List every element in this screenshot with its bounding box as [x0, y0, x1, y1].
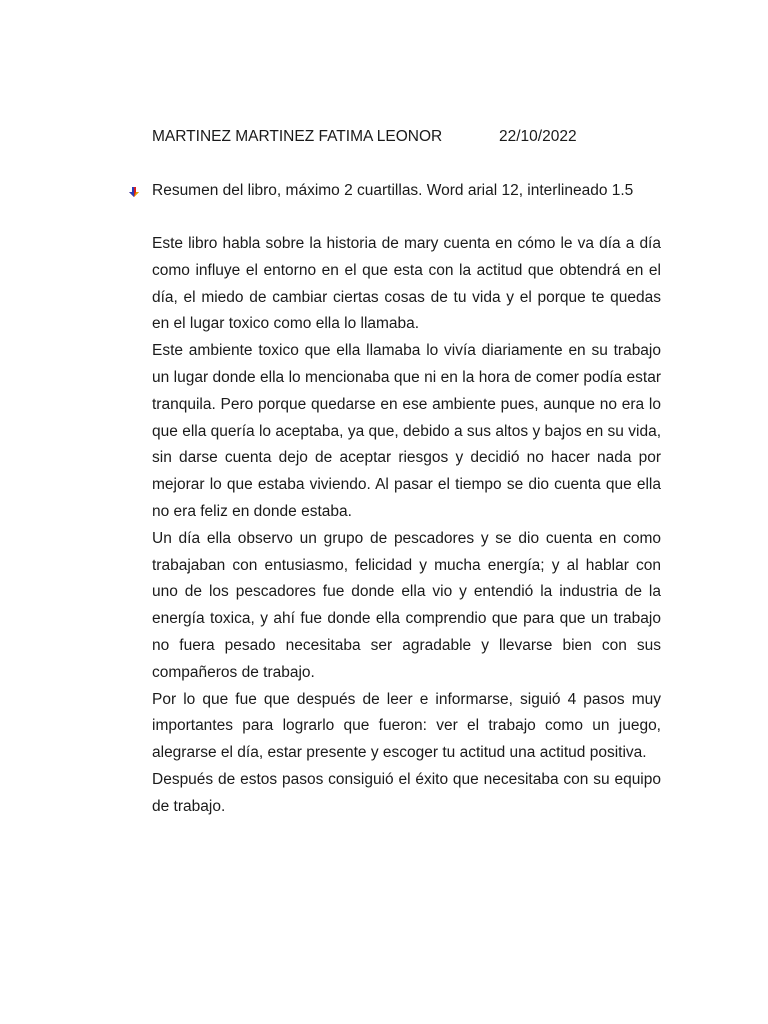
author-name: MARTINEZ MARTINEZ FATIMA LEONOR — [152, 128, 443, 145]
paragraph: Un día ella observo un grupo de pescadores y se dio cuenta en como trabajaban con entusiasmo, felicidad y mucha energía; y al hablar con uno de los pescadores fue donde ella vio y entendió la industria de la energía toxica, y ahí fue donde ella comprendio que para que un trabajo no fuera pesado necesitaba ser agradable y llevarse bien con sus compañeros de trabajo. — [152, 529, 661, 681]
arrow-bullet-icon — [128, 186, 140, 198]
bullet-text: Resumen del libro, máximo 2 cuartillas. Word arial 12, interlineado 1.5 — [152, 182, 634, 199]
paragraph: Este libro habla sobre la historia de mary cuenta en cómo le va día a día como influye el entorno en el que esta con la actitud que obtendrá en el día, el miedo de cambiar ciertas cosas de tu vida y el porque te quedas en el lugar toxico como ella lo llamaba. — [152, 235, 661, 333]
paragraph: Después de estos pasos consiguió el éxito que necesitaba con su equipo de trabajo. — [152, 770, 661, 815]
document-date: 22/10/2022 — [499, 128, 577, 145]
summary-body — [152, 231, 661, 821]
paragraph: Este ambiente toxico que ella llamaba lo vivía diariamente en su trabajo un lugar donde ella lo mencionaba que ni en la hora de comer podía estar tranquila. Pero porque quedarse en ese ambiente pues, aunque no era lo que ella quería lo aceptaba, ya que, debido a sus altos y bajos en su vida, sin darse cuenta dejo de aceptar riesgos y decidió no hacer nada por mejorar lo que estaba viviendo. Al pasar el tiempo se dio cuenta que ella no era feliz en donde estaba. — [152, 342, 661, 520]
paragraph: Por lo que fue que después de leer e informarse, siguió 4 pasos muy importantes para lograrlo que fueron: ver el trabajo como un juego, alegrarse el día, estar presente y escoger tu actitud una actitud positiva. — [152, 690, 661, 762]
